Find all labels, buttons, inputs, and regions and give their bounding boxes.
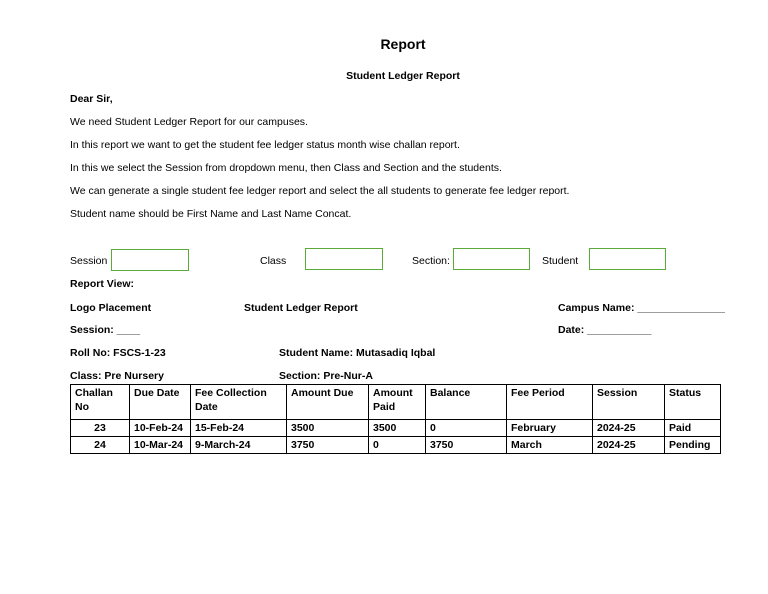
paragraph-2: In this report we want to get the student fee ledger status month wise challan report. (70, 139, 460, 151)
section-field: Section: Pre-Nur-A (279, 370, 373, 382)
table-cell: Pending (665, 437, 721, 454)
paragraph-3: In this we select the Session from dropdown menu, then Class and Section and the students. (70, 162, 502, 174)
student-name: Student Name: Mutasadiq Iqbal (279, 347, 436, 359)
session-field: Session: ____ (70, 324, 141, 336)
class-input[interactable] (305, 248, 383, 270)
table-cell: 3500 (287, 420, 369, 437)
class-field: Class: Pre Nursery (70, 370, 164, 382)
report-view-heading: Report View: (70, 278, 134, 290)
table-cell: 24 (71, 437, 130, 454)
header-challan-no: Challan No (71, 385, 130, 420)
header-session: Session (593, 385, 665, 420)
report-title: Report (380, 36, 426, 52)
header-balance: Balance (426, 385, 507, 420)
table-cell: Paid (665, 420, 721, 437)
table-cell: 9-March-24 (191, 437, 287, 454)
table-cell: 10-Mar-24 (130, 437, 191, 454)
table-cell: 0 (369, 437, 426, 454)
greeting: Dear Sir, (70, 93, 113, 105)
session-input[interactable] (111, 249, 189, 271)
header-due-date: Due Date (130, 385, 191, 420)
roll-no: Roll No: FSCS-1-23 (70, 347, 166, 359)
table-cell: February (507, 420, 593, 437)
table-row (71, 420, 721, 437)
table-cell: 15-Feb-24 (191, 420, 287, 437)
section-label: Section: (412, 255, 450, 267)
class-label: Class (260, 255, 287, 267)
table-header-row (71, 385, 721, 420)
table-cell: 23 (71, 420, 130, 437)
session-label: Session (70, 255, 108, 267)
table-cell: 3750 (287, 437, 369, 454)
header-fee-collection-date: Fee Collection Date (191, 385, 287, 420)
date-field: Date: ___________ (558, 324, 652, 336)
campus-name: Campus Name: _______________ (558, 302, 725, 314)
header-fee-period: Fee Period (507, 385, 593, 420)
student-input[interactable] (589, 248, 666, 270)
section-input[interactable] (453, 248, 530, 270)
table-cell: 2024-25 (593, 437, 665, 454)
table-cell: 10-Feb-24 (130, 420, 191, 437)
ledger-table (70, 384, 721, 454)
table-cell: 2024-25 (593, 420, 665, 437)
paragraph-5: Student name should be First Name and Last Name Concat. (70, 208, 352, 220)
header-amount-paid: Amount Paid (369, 385, 426, 420)
table-cell: 3750 (426, 437, 507, 454)
logo-placement: Logo Placement (70, 302, 152, 314)
paragraph-1: We need Student Ledger Report for our campuses. (70, 116, 308, 128)
table-cell: 0 (426, 420, 507, 437)
table-row (71, 437, 721, 454)
student-label: Student (542, 255, 579, 267)
header-amount-due: Amount Due (287, 385, 369, 420)
table-cell: March (507, 437, 593, 454)
ledger-report-title: Student Ledger Report (244, 302, 358, 314)
paragraph-4: We can generate a single student fee ledger report and select the all students to generate fee ledger report. (70, 185, 570, 197)
report-subtitle: Student Ledger Report (346, 70, 460, 82)
header-status: Status (665, 385, 721, 420)
table-cell: 3500 (369, 420, 426, 437)
